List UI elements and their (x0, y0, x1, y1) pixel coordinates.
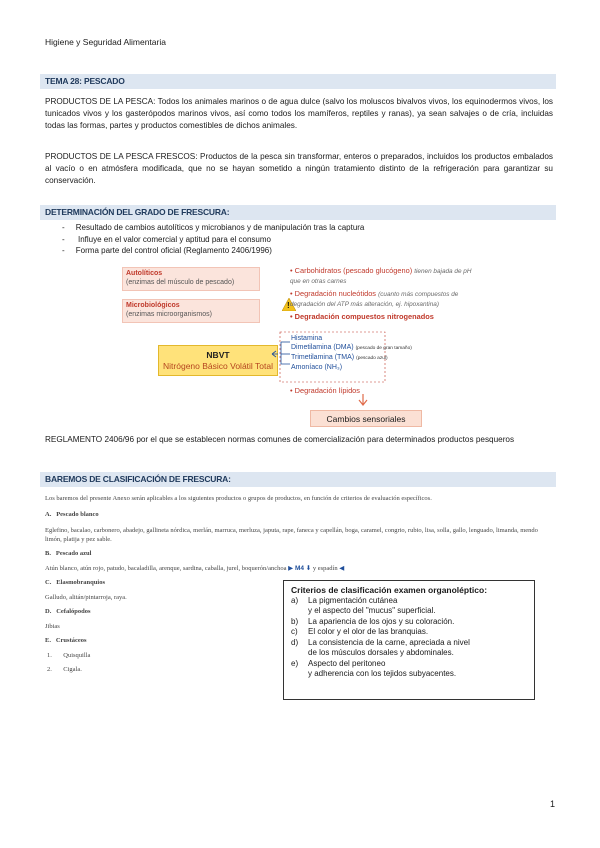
connector-line (281, 342, 290, 364)
section-bar-baremos (40, 472, 556, 487)
frescura-bullet-list (62, 222, 364, 257)
cambios-sensoriales-box: Cambios sensoriales (310, 410, 422, 427)
group-heading-a: A. Pescado blanco (45, 511, 99, 518)
section-bar-tema (40, 74, 556, 89)
microbiologicos-box: Microbiológicos (enzimas microorganismos) (122, 299, 260, 323)
list-item: • Carbohidratos (pescado glucógeno) tienen bajada de pH que en otras carnes (290, 266, 472, 285)
criteria-item: d) La consistencia de la carne, apreciada a nivel de los músculos dorsales y abdominales. (291, 637, 470, 657)
criteria-box (283, 580, 535, 700)
intro-paragraph-1: PRODUCTOS DE LA PESCA: Todos los animales marinos o de agua dulce (salvo los moluscos bivalvos vivos, los equinodermos vivos, los tunicados vivos y los gasterópodos marinos vivos, así como todos los mamíferos, reptiles y ranas), ya sean salvajes o de cría, incluidas todas las formas, partes y productos comestibles de dichos animales. (45, 97, 553, 131)
list-item: Histamina (291, 335, 323, 342)
section-title-baremos: BAREMOS DE CLASIFICACIÓN DE FRESCURA: (45, 474, 231, 484)
degradation-lipidos: • Degradación lípidos (290, 386, 360, 395)
group-heading-e: E. Crustáceos (45, 637, 87, 644)
nitrogen-compounds (291, 334, 421, 372)
reglamento-paragraph: REGLAMENTO 2406/96 por el que se establecen normas comunes de comercialización para determinados productos pesqueros (45, 435, 515, 444)
group-text-c: Galludo, alitán/pintarroja, raya. (45, 594, 127, 601)
list-item: Trimetilamina (TMA) (pescado azul) (291, 354, 388, 361)
criteria-item: a) La pigmentación cutánea y el aspecto del "mucus" superficial. (291, 595, 436, 615)
list-item: • Degradación nucleótidos (cuanto más compuestos de degradación del ATP más alteración, ej. hipoxantina) (290, 289, 459, 308)
autoliticos-box: Autolíticos (enzimas del músculo de pescado) (122, 267, 260, 291)
criteria-item: c) El color y el olor de las branquias. (291, 627, 429, 636)
criteria-item: b) La apariencia de los ojos y su coloración. (291, 616, 455, 626)
list-item: - Influye en el valor comercial y aptitud para el consumo (62, 234, 271, 244)
criteria-title: Criterios de clasificación examen organoléptico: (291, 585, 488, 595)
arrow-down-icon (358, 394, 368, 408)
group-text-a: Eglefino, bacalao, carbonero, abadejo, gallineta nórdica, merlán, marruca, merluza, japuta, rape, faneca y capellán, boga, caramel, congrio, rubio, lisa, solla, gallo, lenguado, limanda, mendo limón, platija y pez sable. (45, 527, 538, 543)
list-item: - Resultado de cambios autolíticos y microbianos y de manipulación tras la captura (62, 223, 365, 232)
criteria-item: e) Aspecto del peritoneo y adherencia con los tejidos subyacentes. (291, 658, 457, 678)
group-heading-d: D. Cefalópodos (45, 608, 91, 615)
intro-paragraph-2: PRODUCTOS DE LA PESCA FRESCOS: Productos de la pesca sin transformar, enteros o preparados, incluidos los productos embalados al vacío o en atmósfera modificada, que no se hayan sometido a ningún tratamiento distinto de la refrigeración para garantizar su conservación. (45, 152, 553, 186)
degradation-list (290, 266, 480, 321)
list-item: • Degradación compuestos nitrogenados (290, 312, 434, 321)
baremos-intro: Los baremos del presente Anexo serán aplicables a los siguientes productos o grupos de productos, en función de criterios de evaluación específicos. (45, 495, 432, 502)
list-item: Amoníaco (NH₃) (291, 364, 343, 371)
page-number: 1 (550, 799, 556, 809)
group-text-b: Atún blanco, atún rojo, patudo, bacaladilla, arenque, sardina, caballa, jurel, boquerón/anchoa ▶ M4 ⬇ y espadín ◀ (45, 565, 345, 572)
list-item: - Forma parte del control oficial (Reglamento 2406/1996) (62, 246, 272, 255)
nbvt-box: NBVT Nitrógeno Básico Volátil Total (158, 345, 278, 376)
crustaceo-item-1: 1. Quisquilla (47, 652, 91, 659)
crustaceo-item-2: 2. Cigala. (47, 666, 82, 673)
section-title-frescura: DETERMINACIÓN DEL GRADO DE FRESCURA: (45, 207, 230, 217)
document-header: Higiene y Seguridad Alimentaria (45, 37, 166, 47)
section-title-tema: TEMA 28: PESCADO (45, 76, 125, 86)
group-heading-c: C. Elasmobranquios (45, 579, 105, 586)
section-bar-frescura (40, 205, 556, 220)
warning-icon: ! (282, 298, 296, 312)
group-heading-b: B. Pescado azul (45, 550, 92, 557)
group-text-d: Jibias (45, 623, 60, 630)
list-item: Dimetilamina (DMA) (pescado de gran tamaño) (291, 344, 412, 351)
